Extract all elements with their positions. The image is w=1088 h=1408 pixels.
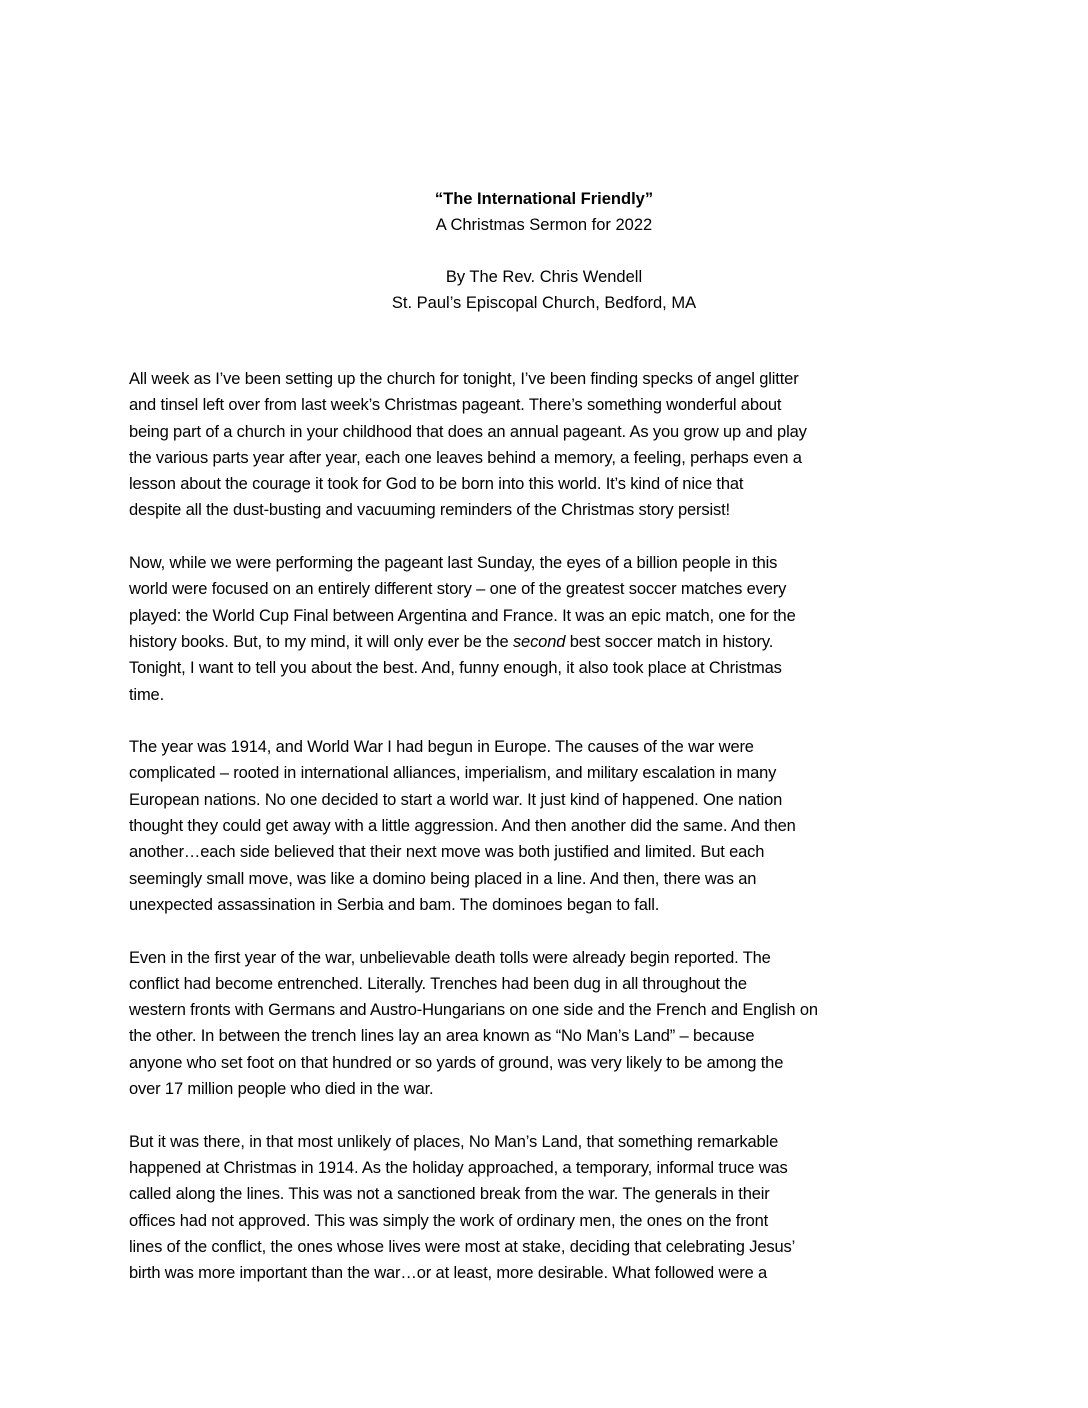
text-line: and tinsel left over from last week’s Christmas pageant. There’s something wonderful about [129, 396, 782, 415]
text-line: complicated – rooted in international alliances, imperialism, and military escalation in many [129, 764, 777, 783]
text-line: offices had not approved. This was simply the work of ordinary men, the ones on the front [129, 1211, 769, 1230]
text-line: European nations. No one decided to start a world war. It just kind of happened. One nation [129, 790, 783, 809]
text-segment: best soccer match in history. [565, 632, 774, 651]
text-line: conflict had become entrenched. Literally. Trenches had been dug in all throughout the [129, 974, 747, 993]
text-line: lesson about the courage it took for God to be born into this world. It’s kind of nice that [129, 475, 744, 494]
sermon-title: “The International Friendly” [434, 190, 654, 208]
text-line: the other. In between the trench lines lay an area known as “No Man’s Land” – because [129, 1027, 755, 1046]
text-line: happened at Christmas in 1914. As the holiday approached, a temporary, informal truce was [129, 1158, 788, 1177]
text-line: western fronts with Germans and Austro-Hungarians on one side and the French and English on [129, 1001, 818, 1020]
sermon-author: By The Rev. Chris Wendell [445, 268, 643, 286]
text-line: Tonight, I want to tell you about the best. And, funny enough, it also took place at Christmas [129, 659, 782, 678]
paragraph-2 [129, 550, 959, 708]
text-line: Even in the first year of the war, unbelievable death tolls were already begin reported. The [129, 948, 771, 967]
text-line: the various parts year after year, each one leaves behind a memory, a feeling, perhaps even a [129, 448, 802, 467]
paragraph-4 [129, 945, 959, 1103]
sermon-body [129, 366, 959, 1313]
text-line: another…each side believed that their next move was both justified and limited. But each [129, 843, 765, 862]
text-line: being part of a church in your childhood that does an annual pageant. As you grow up and play [129, 422, 807, 441]
text-line: over 17 million people who died in the war. [129, 1080, 434, 1099]
text-line: All week as I’ve been setting up the church for tonight, I’ve been finding specks of angel glitter [129, 370, 799, 388]
text-line: anyone who set foot on that hundred or so yards of ground, was very likely to be among the [129, 1053, 784, 1072]
sermon-subtitle: A Christmas Sermon for 2022 [435, 216, 653, 234]
text-segment: history books. But, to my mind, it will only ever be the [129, 632, 513, 651]
paragraph-3 [129, 734, 959, 918]
text-line-with-emphasis [129, 629, 959, 655]
text-line: But it was there, in that most unlikely of places, No Man’s Land, that something remarkable [129, 1132, 779, 1151]
text-line: Now, while we were performing the pageant last Sunday, the eyes of a billion people in this [129, 554, 778, 573]
sermon-header [0, 186, 1088, 316]
text-line: lines of the conflict, the ones whose lives were most at stake, deciding that celebrating Jesus’ [129, 1237, 796, 1256]
text-line: birth was more important than the war…or at least, more desirable. What followed were a [129, 1264, 768, 1283]
text-line: despite all the dust-busting and vacuuming reminders of the Christmas story persist! [129, 501, 730, 520]
header-spacer [0, 238, 1088, 264]
text-line: unexpected assassination in Serbia and bam. The dominoes began to fall. [129, 895, 660, 914]
text-line: called along the lines. This was not a sanctioned break from the war. The generals in their [129, 1185, 770, 1204]
paragraph-1 [129, 366, 959, 524]
text-line: world were focused on an entirely different story – one of the greatest soccer matches every [129, 580, 787, 599]
text-line: time. [129, 685, 165, 704]
paragraph-5 [129, 1129, 959, 1287]
text-line: seemingly small move, was like a domino being placed in a line. And then, there was an [129, 869, 757, 888]
text-line: thought they could get away with a little aggression. And then another did the same. And then [129, 817, 796, 836]
emphasized-word: second [512, 632, 566, 651]
sermon-church: St. Paul’s Episcopal Church, Bedford, MA [391, 294, 697, 312]
text-line: played: the World Cup Final between Argentina and France. It was an epic match, one for the [129, 606, 796, 625]
text-line: The year was 1914, and World War I had begun in Europe. The causes of the war were [129, 738, 754, 757]
